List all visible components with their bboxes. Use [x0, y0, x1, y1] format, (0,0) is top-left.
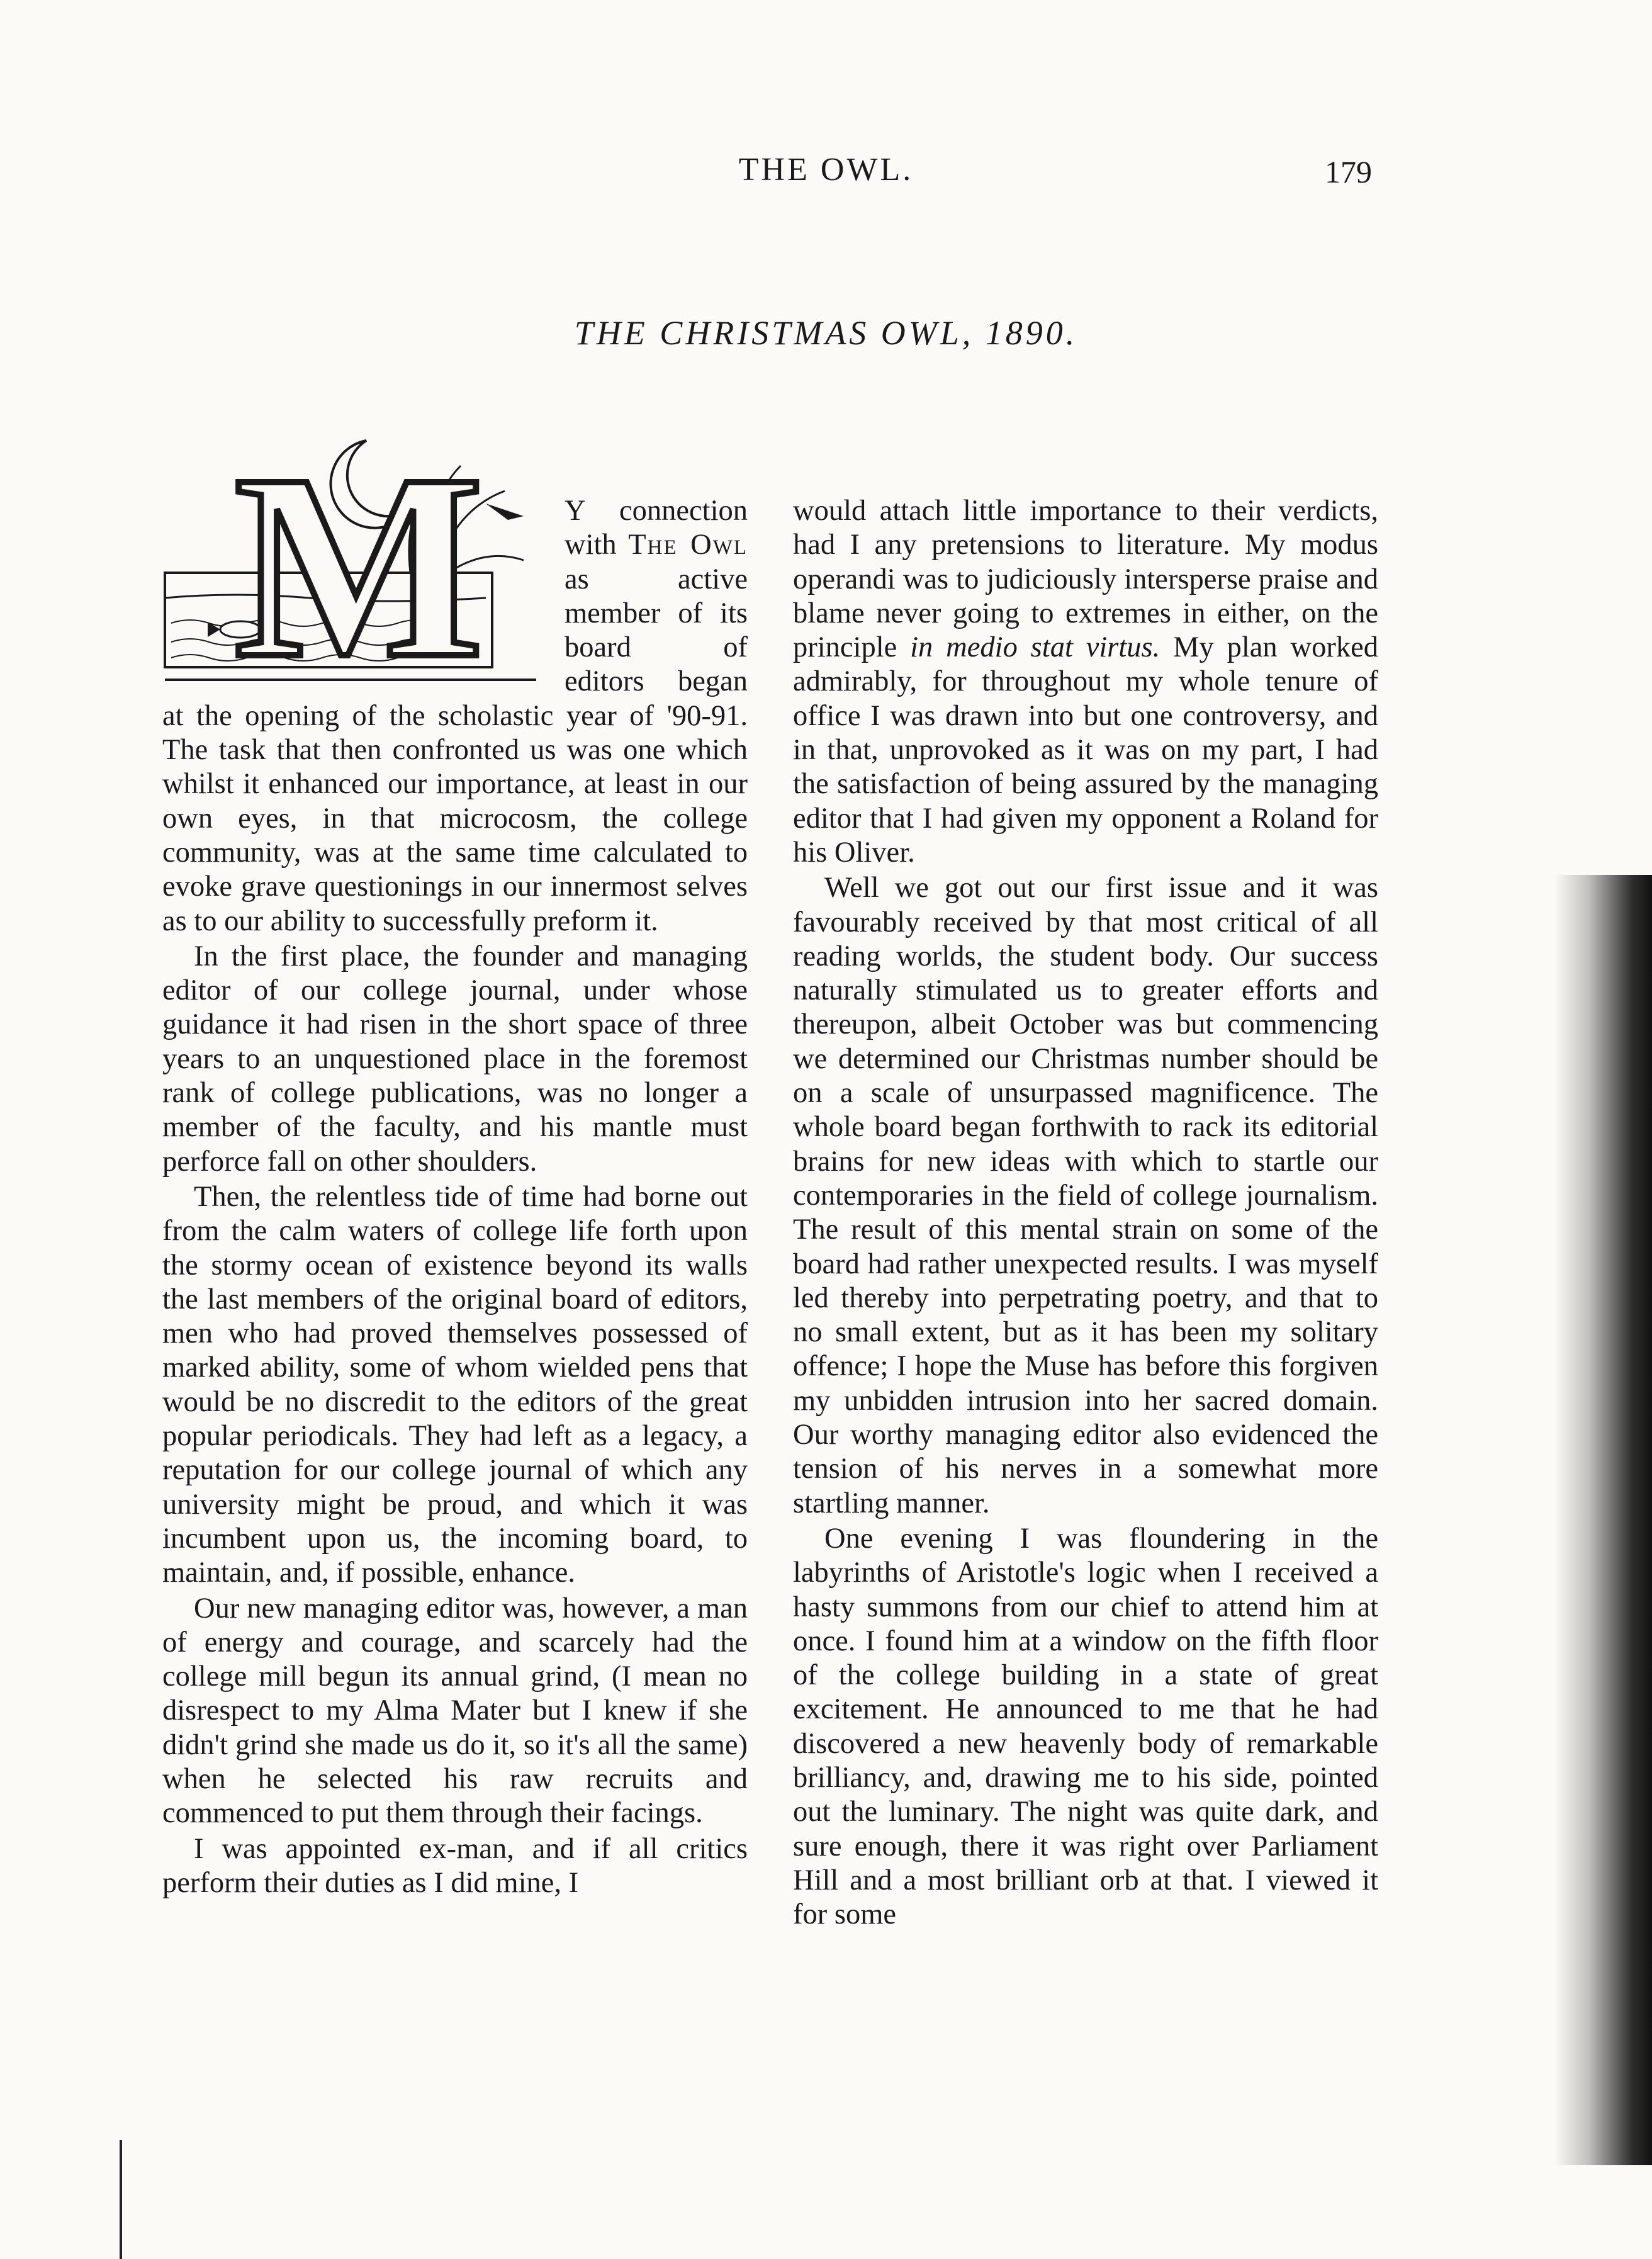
paragraph-4: Our new managing editor was, however, a man of energy and courage, and scarcely had the college mill begun its annual grind, (I mean no disrespect to my Alma Mater but I knew if she didn't grind she made us do it, so it's all the same) when he selected his raw recruits and commenced to put them through their facings.: [162, 1592, 748, 1830]
paragraph-7: Well we got out our first issue and it was favourably received by that most critical of all reading worlds, the student body. Our success naturally stimulated us to greater efforts and thereupon, albeit October was but commencing we determined our Christmas number should be on a scale of unsurpassed magnificence. The whole board began forthwith to rack its editorial brains for new ideas with which to startle our contemporaries in the field of college journalism. The result of this mental strain on some of the board had rather unexpected results. I was myself led thereby into perpetrating poetry, and that to no small extent, but as it has been my solitary offence; I hope the Muse has before this forgiven my unbidden intrusion into her sacred domain. Our worthy managing editor also evidenced the tension of his nerves in a somewhat more startling manner.: [793, 872, 1378, 1519]
paragraph-1-rest: as active member of its board of editors began at the opening of the scholastic year of '90-91. The task that then confronted us was one which whilst it enhanced our importance, at least in our own eyes, in that microcosm, the college community, was at the same time calculated to evoke grave questionings in our innermost selves as to our ability to successfully preform it.: [162, 563, 748, 937]
drop-cap-illustration: [159, 409, 549, 713]
paragraph-1-text: Y connection with: [565, 495, 748, 561]
journal-name: The Owl: [628, 529, 748, 561]
left-column: [162, 420, 748, 1900]
running-head: THE OWL.: [738, 152, 914, 188]
paragraph-2: In the first place, the founder and managing editor of our college journal, under whose guidance it had risen in the short space of three years to an unquestioned place in the foremost rank of college publications, was no longer a member of the faculty, and his mantle must perforce fall on other shoulders.: [162, 940, 748, 1178]
paragraph-6-text: would attach little importance to their verdicts, had I any pretensions to literature. My modus operandi was to judiciously intersperse praise and blame never going to extremes in either, on the principle: [793, 495, 1378, 664]
article-title: THE CHRISTMAS OWL, 1890.: [574, 314, 1078, 352]
right-column: [793, 494, 1378, 1932]
paragraph-5: I was appointed ex-man, and if all critics perform their duties as I did mine, I: [162, 1832, 748, 1899]
paragraph-6-rest: My plan worked admirably, for throughout my whole tenure of office I was drawn into but one controversy, and in that, unprovoked as it was on my part, I had the satisfaction of being assured by the managing editor that I had given my opponent a Roland for his Oliver.: [793, 631, 1378, 869]
page-edge-shadow: [1554, 875, 1652, 2165]
paragraph-8: One evening I was floundering in the labyrinths of Aristotle's logic when I received a hasty summons from our chief to attend him at once. I found him at a window on the fifth floor of the college building in a state of great excitement. He announced to me that he had discovered a new heavenly body of remarkable brilliancy, and, drawing me to his side, pointed out the luminary. The night was quite dark, and sure enough, there it was right over Parliament Hill and a most brilliant orb at that. I viewed it for some: [793, 1522, 1378, 1931]
drop-cap-letter: M: [234, 420, 484, 713]
page-number: 179: [1325, 154, 1372, 189]
paragraph-6: [793, 494, 1378, 870]
paragraph-1: [162, 420, 748, 938]
paragraph-3: Then, the relentless tide of time had borne out from the calm waters of college life forth upon the stormy ocean of existence beyond its walls the last members of the original board of editors, men who had proved themselves possessed of marked ability, some of whom wielded pens that would be no discredit to the editors of the great popular periodicals. They had left as a legacy, a reputation for our college journal of which any university might be proud, and which it was incumbent upon us, the incoming board, to maintain, and, if possible, enhance.: [162, 1180, 748, 1589]
latin-phrase: in medio stat virtus.: [910, 631, 1160, 664]
margin-line: [120, 2140, 122, 2259]
